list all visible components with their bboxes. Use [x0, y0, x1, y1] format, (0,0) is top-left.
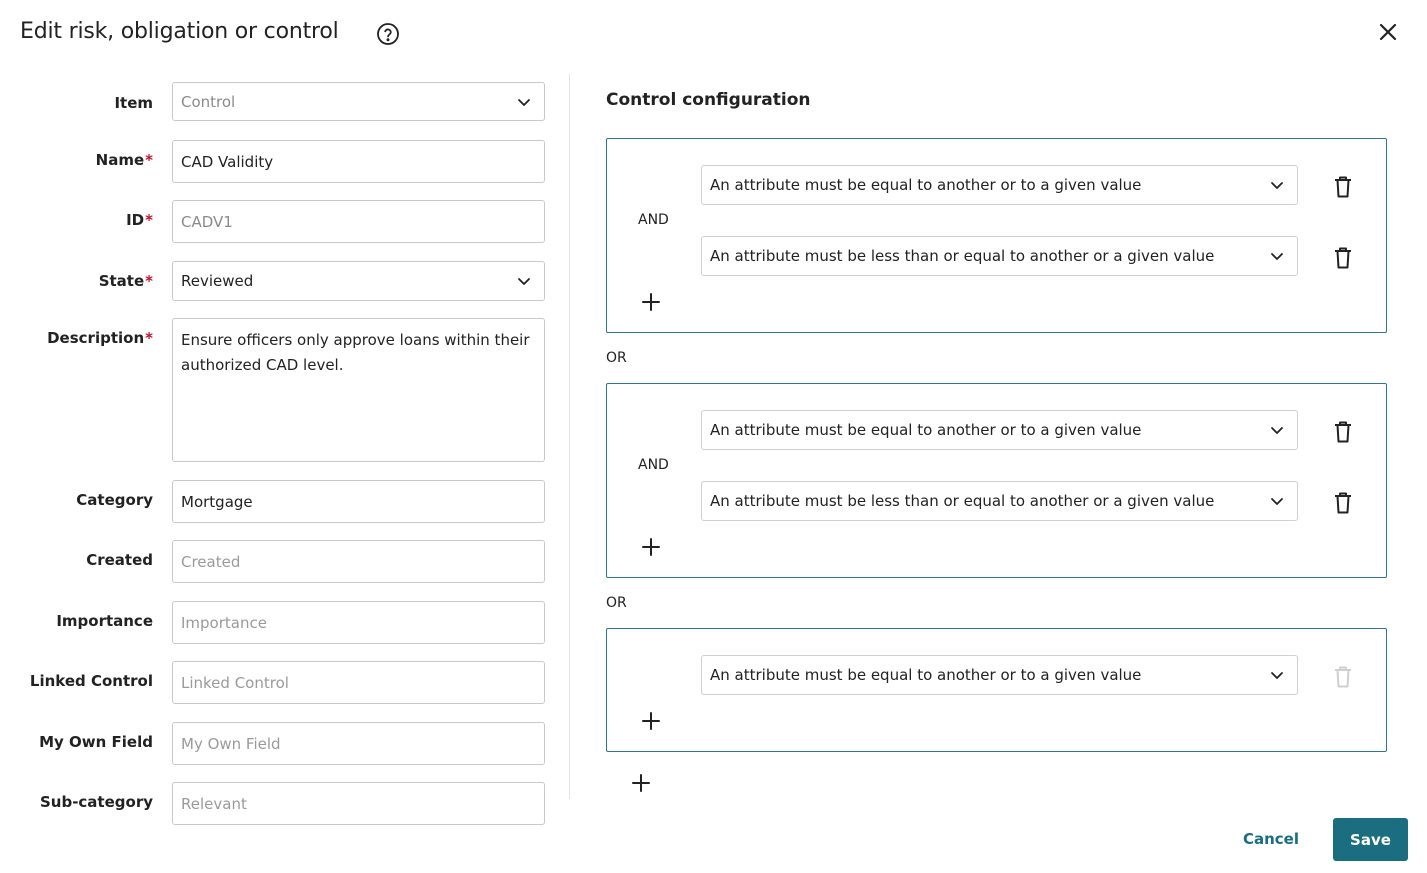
details-form	[0, 74, 560, 813]
chevron-down-icon	[516, 273, 532, 289]
subcategory-input[interactable]	[172, 782, 545, 825]
item-select[interactable]	[172, 82, 545, 121]
importance-input[interactable]	[172, 601, 545, 644]
name-value: CAD Validity	[181, 152, 274, 171]
my-own-field-input[interactable]	[172, 722, 545, 765]
and-label: AND	[638, 457, 669, 473]
description-label: Description*	[47, 329, 153, 347]
name-input[interactable]	[172, 140, 545, 183]
chevron-down-icon	[516, 94, 532, 110]
condition-select[interactable]	[701, 410, 1298, 450]
trash-icon[interactable]	[1332, 246, 1354, 270]
item-label: Item	[114, 94, 153, 112]
name-label: Name*	[95, 151, 153, 169]
linked-control-placeholder: Linked Control	[181, 673, 289, 692]
condition-group-2	[606, 383, 1387, 578]
panel-divider	[569, 74, 570, 799]
trash-icon[interactable]	[1332, 420, 1354, 444]
created-placeholder: Created	[181, 552, 241, 571]
state-value: Reviewed	[181, 272, 254, 290]
importance-placeholder: Importance	[181, 613, 267, 632]
condition-group-3	[606, 628, 1387, 752]
chevron-down-icon	[1269, 422, 1285, 438]
state-label: State*	[98, 272, 153, 290]
my-own-field-placeholder: My Own Field	[181, 734, 281, 753]
created-label: Created	[86, 551, 153, 569]
linked-control-label: Linked Control	[29, 672, 153, 690]
subcategory-placeholder: Relevant	[181, 794, 247, 813]
category-input[interactable]	[172, 480, 545, 523]
question-circle-icon[interactable]	[376, 22, 400, 46]
chevron-down-icon	[1269, 493, 1285, 509]
id-label: ID*	[126, 211, 153, 229]
importance-label: Importance	[56, 612, 153, 630]
and-label: AND	[638, 212, 669, 228]
control-configuration-title: Control configuration	[606, 90, 811, 110]
trash-icon	[1332, 665, 1354, 689]
id-input[interactable]	[172, 200, 545, 243]
condition-value: An attribute must be less than or equal to another or a given value	[710, 492, 1215, 510]
or-label: OR	[606, 350, 627, 366]
add-group-icon[interactable]	[631, 773, 651, 793]
add-condition-icon[interactable]	[641, 711, 661, 731]
condition-value: An attribute must be equal to another or to a given value	[710, 176, 1142, 194]
add-condition-icon[interactable]	[641, 292, 661, 312]
category-label: Category	[76, 491, 153, 509]
state-select[interactable]	[172, 261, 545, 301]
trash-icon[interactable]	[1332, 175, 1354, 199]
subcategory-label: Sub-category	[39, 793, 153, 811]
condition-value: An attribute must be equal to another or to a given value	[710, 666, 1142, 684]
description-value: Ensure officers only approve loans within their authorized CAD level.	[181, 331, 530, 374]
condition-group-1	[606, 138, 1387, 333]
description-textarea[interactable]	[172, 318, 545, 462]
linked-control-input[interactable]	[172, 661, 545, 704]
condition-select[interactable]	[701, 481, 1298, 521]
item-value: Control	[181, 92, 236, 111]
category-value: Mortgage	[181, 492, 253, 511]
id-value: CADV1	[181, 212, 233, 231]
condition-value: An attribute must be equal to another or to a given value	[710, 421, 1142, 439]
or-label: OR	[606, 595, 627, 611]
dialog-title: Edit risk, obligation or control	[20, 19, 339, 44]
add-condition-icon[interactable]	[641, 537, 661, 557]
trash-icon[interactable]	[1332, 491, 1354, 515]
chevron-down-icon	[1269, 248, 1285, 264]
condition-select[interactable]	[701, 165, 1298, 205]
save-button[interactable]: Save	[1333, 818, 1408, 861]
close-icon[interactable]	[1376, 20, 1400, 44]
my-own-field-label: My Own Field	[39, 733, 153, 751]
condition-value: An attribute must be less than or equal to another or a given value	[710, 247, 1215, 265]
chevron-down-icon	[1269, 667, 1285, 683]
created-input[interactable]	[172, 540, 545, 583]
condition-select[interactable]	[701, 655, 1298, 695]
condition-select[interactable]	[701, 236, 1298, 276]
cancel-button[interactable]: Cancel	[1226, 818, 1316, 860]
chevron-down-icon	[1269, 177, 1285, 193]
